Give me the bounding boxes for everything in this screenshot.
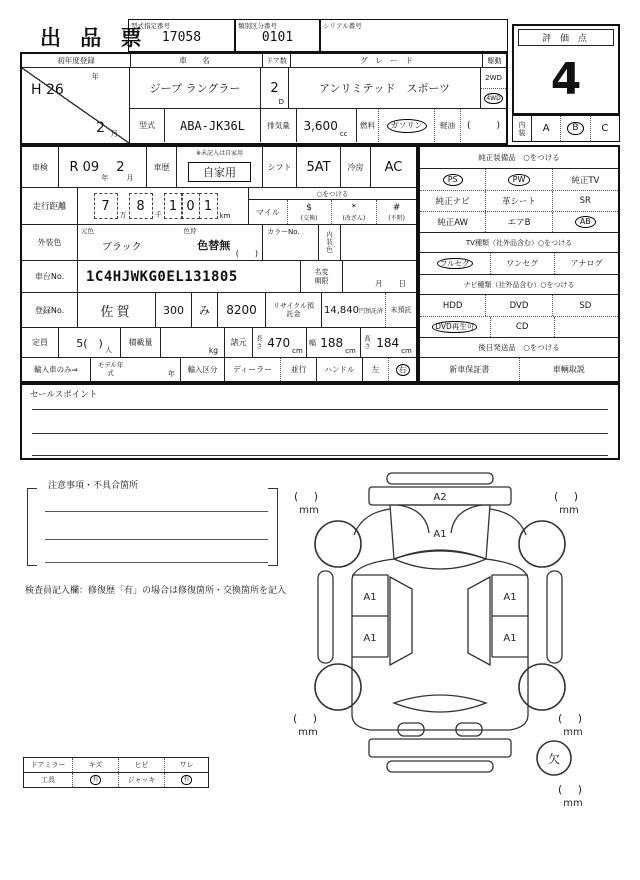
import-type-label: 輸入区分 <box>180 358 224 381</box>
sales-point-label: セールスポイント <box>30 390 98 400</box>
bracket-top-left: ( ) <box>293 490 325 503</box>
model-label: 型式 <box>139 121 155 130</box>
equip-pw-selected: PW <box>485 169 551 190</box>
wiper-left <box>398 505 429 533</box>
notes-bracket-left <box>27 488 37 566</box>
recycle-none: 未預託 <box>385 293 416 327</box>
legend-table <box>23 757 209 788</box>
ext-color-label: 外装色 <box>37 238 62 247</box>
equip-leather: 革シート <box>485 191 551 211</box>
bracket-missing: ( ) <box>557 783 589 796</box>
model-code-value: 17058 <box>161 30 202 45</box>
interior-label: 内装 <box>518 120 526 137</box>
front-license-bar <box>387 473 493 484</box>
shift-value: 5AT <box>296 147 340 187</box>
first-reg-cell <box>22 68 130 143</box>
door-rear-left-grade: A1 <box>363 633 377 644</box>
side-step-left <box>318 571 333 663</box>
details-block <box>20 145 418 383</box>
equipment-block <box>418 145 620 383</box>
hood-grade: A1 <box>433 529 447 540</box>
side-step-right <box>547 571 562 663</box>
drive-4wd-selected: 4WD <box>481 89 506 109</box>
legend-scratch: キズ <box>72 758 118 772</box>
legend-door-mirror: ドアミラー <box>30 761 66 769</box>
vehicle-block <box>20 52 508 145</box>
navi-empty-cell <box>554 317 618 337</box>
color-no-cell <box>262 225 318 260</box>
body-outline <box>352 559 528 730</box>
circle-note: ○をつける <box>249 188 416 200</box>
equip-ab-selected: AB <box>552 212 618 232</box>
class-code-box <box>235 19 320 52</box>
equip-aw: 純正AW <box>437 218 469 228</box>
handle-label: ハンドル <box>316 358 362 381</box>
grade-value: アンリミテッド スポーツ <box>288 68 480 108</box>
reg-label: 登録No. <box>34 305 65 315</box>
wheel-rear-right <box>519 664 565 710</box>
class-code-label: 類別区分番号 <box>238 22 277 30</box>
model-code-box <box>128 19 235 52</box>
first-reg-year-suffix: 年 <box>91 72 99 81</box>
first-reg-year: H 26 <box>31 82 64 98</box>
interior-grade-strip <box>512 115 620 142</box>
repaint-label: 色替 <box>183 227 197 235</box>
bracket-bottom-left: ( ) <box>292 712 324 725</box>
flag-hash: # (不明) <box>376 200 416 224</box>
mm-missing: mm <box>563 798 583 809</box>
orig-color-value: ブラック <box>101 242 142 253</box>
fuel-gasoline-selected: ガソリン <box>378 109 434 142</box>
tv-analog: アナログ <box>554 253 618 274</box>
reg-code: 300 <box>155 293 191 327</box>
reg-kana: み <box>191 293 217 327</box>
drive-cell <box>480 68 506 108</box>
mileage-digit-1: 1 <box>164 193 183 219</box>
orig-color-label: 元色 <box>81 227 94 235</box>
legend-crack: ヒビ <box>118 758 164 772</box>
color-no-label: カラーNo. <box>267 228 300 236</box>
import-label: 輸入車のみ⇒ <box>34 365 78 374</box>
handle-right-selected: 右 <box>388 358 416 381</box>
rename-label: 名変期限 <box>300 261 342 292</box>
tv-type-header: TV種類（社外品含む）○をつける <box>420 232 618 253</box>
serial-label: シリアル番号 <box>323 22 362 30</box>
height-label: 高さ <box>360 328 374 357</box>
int-color-value <box>340 225 416 260</box>
interior-grade-a: A <box>531 116 560 141</box>
doors-right-lines <box>492 575 528 657</box>
history-cell <box>176 147 262 187</box>
sales-point-block <box>20 383 620 460</box>
fuel-diesel: 軽油 <box>434 109 460 142</box>
handle-left: 左 <box>362 358 388 381</box>
doors-left-lines <box>352 575 388 657</box>
length-cell: 470 cm <box>267 335 303 355</box>
bracket-bottom-right: ( ) <box>557 712 589 725</box>
width-label: 幅 <box>306 328 318 357</box>
interior-grade-b: B <box>560 116 589 141</box>
legend-break: ワレ <box>164 758 208 772</box>
navi-cd: CD <box>490 317 554 337</box>
repaint-cell <box>166 225 262 260</box>
fuel-label: 燃料 <box>356 109 378 142</box>
repaint-paren: ( ) <box>235 249 258 258</box>
repaint-value: 色替無 <box>197 239 231 252</box>
history-label: 車歴 <box>146 147 176 187</box>
roof-rail-right <box>468 577 490 665</box>
door-front-left-grade: A1 <box>363 592 377 603</box>
mileage-cell: 7 万 8 千 1 0 1 km <box>77 188 248 224</box>
missing-part-label: 欠 <box>547 752 561 766</box>
serial-box <box>320 19 508 52</box>
model-year-label: モデル年式 <box>90 358 130 381</box>
legend-tools: 工具 <box>41 776 55 784</box>
navi-type-header: ナビ種類（社外品含む）○をつける <box>420 274 618 295</box>
mm-bottom-right: mm <box>563 727 583 738</box>
displacement-label: 排気量 <box>260 109 296 142</box>
notes-line-2 <box>45 539 268 540</box>
score-label: 評 価 点 <box>518 29 614 46</box>
fuel-paren-cell: ( ) <box>460 109 506 142</box>
front-bumper-grade: A2 <box>433 492 447 503</box>
wheel-front-left <box>315 521 361 567</box>
model-code-label: 型式指定番号 <box>131 22 170 30</box>
recycle-label: リサイクル預託金 <box>265 293 321 327</box>
fender-front-left <box>354 509 390 535</box>
shaken-value: R 09 年 2 月 <box>58 147 146 187</box>
flag-asterisk: * (改ざん) <box>331 200 377 224</box>
wiper-right <box>451 505 482 533</box>
doors-cell: 2 D <box>260 68 288 108</box>
model-value: ABA-JK36L <box>164 109 260 142</box>
equip-navi: 純正ナビ <box>435 197 470 207</box>
equip-tv: 純正TV <box>552 169 618 190</box>
mm-top-right: mm <box>559 505 579 516</box>
mile-flags-cell <box>248 188 416 224</box>
color-cell <box>77 225 262 260</box>
sales-line-3 <box>32 455 608 456</box>
interior-grade-c: C <box>590 116 619 141</box>
first-reg-label: 初年度登録 <box>57 56 95 65</box>
score-value: 4 <box>550 54 582 105</box>
wheel-front-right <box>519 521 565 567</box>
mile-label: マイル <box>255 207 280 217</box>
notes-label: 注意事項・不具合箇所 <box>48 481 139 491</box>
equip-airbag: エアB <box>485 212 551 232</box>
chassis-label: 車台No. <box>34 272 65 281</box>
grade-label: グ レ ー ド <box>290 54 482 67</box>
flag-dollar: $ (交換) <box>287 200 331 224</box>
navi-hdd: HDD <box>442 300 463 311</box>
score-box <box>512 24 620 115</box>
fender-front-right <box>490 509 526 535</box>
shaken-label: 車検 <box>32 162 48 172</box>
windshield-shape <box>394 550 486 569</box>
legend-jack-has: 有 <box>164 773 208 787</box>
doors-unit: D <box>278 98 284 106</box>
doors-label: ドア数 <box>262 54 290 67</box>
drive-label: 駆動 <box>482 54 506 67</box>
load-label: 積載量 <box>120 328 160 357</box>
roof-rail-left <box>390 577 412 665</box>
mileage-digit-3: 1 <box>199 193 218 219</box>
sales-line-2 <box>32 433 608 434</box>
equip-sr: SR <box>552 191 618 211</box>
mileage-sen-digit: 8 <box>129 193 153 219</box>
capacity-cell: 5( ) 人 <box>58 328 120 357</box>
rear-bumper-shape <box>369 739 511 757</box>
reg-area: 佐賀 <box>77 293 155 327</box>
door-rear-right-grade: A1 <box>503 633 517 644</box>
notes-bracket-right <box>268 488 278 566</box>
equip-header: 純正装備品 ○をつける <box>420 147 618 169</box>
car-name-label: 車 名 <box>130 54 262 67</box>
later-ship-header: 後日発送品 ○をつける <box>420 337 618 358</box>
orig-color-cell <box>78 225 166 260</box>
shift-label: シフト <box>262 147 296 187</box>
int-color-label: 内装色 <box>318 225 340 260</box>
history-value: 自家用 <box>188 162 251 182</box>
mm-top-left: mm <box>299 505 319 516</box>
displacement-value: 3,600 cc <box>296 109 356 142</box>
spec-label: 諸元 <box>224 328 252 357</box>
navi-dvd-play-selected: DVD再生可 <box>420 317 490 337</box>
load-unit: kg <box>208 346 218 355</box>
first-reg-month-suffix: 月 <box>110 129 118 138</box>
rename-date-cell: 月 日 <box>342 261 416 292</box>
recycle-value-cell: 14,840 円預託済 <box>321 293 385 327</box>
import-parallel: 並行 <box>280 358 316 381</box>
model-year-unit: 年 <box>168 370 175 378</box>
height-cell: 184 cm <box>376 335 412 355</box>
wheel-rear-left <box>315 664 361 710</box>
navi-dvd: DVD <box>485 295 551 316</box>
later-warranty: 新車保証書 <box>449 365 490 374</box>
form-title: 出 品 票 <box>40 26 148 50</box>
load-cell <box>160 328 224 357</box>
equip-ps-selected: PS <box>420 169 485 190</box>
first-reg-month: 2 <box>96 120 105 136</box>
mm-bottom-left: mm <box>298 727 318 738</box>
later-manual: 車輌取説 <box>519 358 619 381</box>
drive-2wd: 2WD <box>481 68 506 89</box>
car-name-value: ジープ ラングラー <box>149 82 241 95</box>
notes-line-3 <box>45 562 268 563</box>
mileage-man-digit: 7 <box>94 193 118 219</box>
class-code-value: 0101 <box>261 30 294 45</box>
cool-value: AC <box>370 147 416 187</box>
bracket-top-right: ( ) <box>553 490 585 503</box>
length-label: 長さ <box>252 328 266 357</box>
mileage-digit-2: 0 <box>181 193 200 219</box>
car-top-view-diagram <box>292 467 622 819</box>
rear-window-shape <box>394 695 486 712</box>
tv-oneseg: ワンセグ <box>490 253 554 274</box>
width-cell: 188 cm <box>320 335 356 355</box>
cool-label: 冷房 <box>340 147 370 187</box>
legend-tools-has: 有 <box>72 773 118 787</box>
sales-line-1 <box>32 409 608 410</box>
navi-sd: SD <box>552 295 618 316</box>
reg-number: 8200 <box>217 293 265 327</box>
import-dealer: ディーラー <box>224 358 280 381</box>
rear-license-bar <box>387 761 493 772</box>
notes-line-1 <box>45 511 268 512</box>
model-year-cell <box>130 358 180 381</box>
capacity-unit: 人 <box>105 346 112 354</box>
legend-jack: ジャッキ <box>118 773 164 787</box>
chassis-value: 1C4HJWKG0EL131805 <box>77 261 300 292</box>
mileage-label: 走行距離 <box>32 202 67 212</box>
tv-fullseg-selected: フルセグ <box>420 253 490 274</box>
inspector-note: 検査員記入欄：修復歴「有」の場合は修復箇所・交換箇所を記入 <box>25 586 287 596</box>
door-front-right-grade: A1 <box>503 592 517 603</box>
capacity-label: 定員 <box>32 338 48 347</box>
history-note: ※未記入は自家用 <box>195 150 244 157</box>
